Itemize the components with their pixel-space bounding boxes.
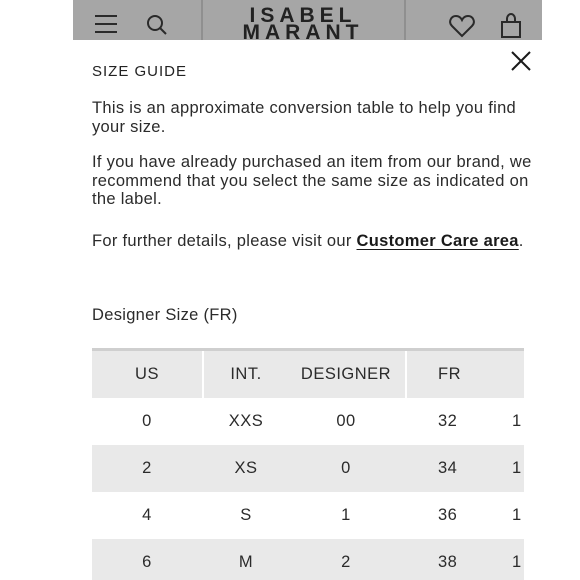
cell-designer: 00	[336, 412, 356, 430]
search-icon[interactable]	[146, 14, 168, 36]
heart-icon[interactable]	[449, 14, 475, 38]
header-divider	[404, 0, 406, 40]
cell-us: 0	[142, 412, 152, 430]
table-header-row	[92, 351, 524, 398]
brand-logo-line1: ISABEL	[249, 4, 357, 27]
cell-int: M	[238, 553, 254, 571]
menu-icon[interactable]	[95, 15, 117, 33]
cell-next: 1	[512, 412, 522, 430]
cell-designer: 2	[341, 553, 351, 571]
cell-int: XXS	[228, 412, 264, 430]
cell-fr: 36	[438, 506, 458, 524]
cell-designer: 0	[341, 459, 351, 477]
column-header: DESIGNER	[300, 365, 392, 383]
size-table	[92, 348, 524, 580]
cell-next: 1	[512, 506, 522, 524]
bag-icon[interactable]	[500, 13, 522, 39]
table-row	[92, 539, 524, 580]
cell-next: 1	[512, 553, 522, 571]
brand-logo[interactable]	[223, 4, 383, 40]
column-header: INT.	[230, 365, 262, 383]
cell-us: 6	[142, 553, 152, 571]
size-guide-title: SIZE GUIDE	[92, 63, 188, 80]
intro-text: This is an approximate conversion table to help you find your size.	[92, 99, 517, 136]
cell-us: 2	[142, 459, 152, 477]
cell-us: 4	[142, 506, 152, 524]
details-text	[92, 229, 532, 253]
table-caption: Designer Size (FR)	[92, 306, 238, 324]
site-header	[73, 0, 542, 40]
close-icon[interactable]	[510, 50, 532, 72]
cell-fr: 34	[438, 459, 458, 477]
details-prefix: For further details, please visit our	[92, 232, 357, 250]
brand-logo-line2: MARANT	[242, 21, 364, 40]
header-divider	[201, 0, 203, 40]
column-divider	[405, 351, 407, 398]
cell-int: S	[240, 506, 252, 524]
cell-fr: 38	[438, 553, 458, 571]
column-divider	[202, 351, 204, 398]
cell-next: 1	[512, 459, 522, 477]
column-header: US	[135, 365, 159, 383]
details-suffix: .	[518, 232, 524, 250]
purchase-note-text: If you have already purchased an item from our brand, we recommend that you select the same size as indicated on the label.	[92, 153, 532, 208]
table-row	[92, 492, 524, 539]
table-row	[92, 398, 524, 445]
cell-designer: 1	[341, 506, 351, 524]
customer-care-link[interactable]: Customer Care area	[356, 232, 519, 250]
cell-int: XS	[234, 459, 258, 477]
table-row	[92, 445, 524, 492]
cell-fr: 32	[438, 412, 458, 430]
column-header: FR	[438, 365, 461, 383]
